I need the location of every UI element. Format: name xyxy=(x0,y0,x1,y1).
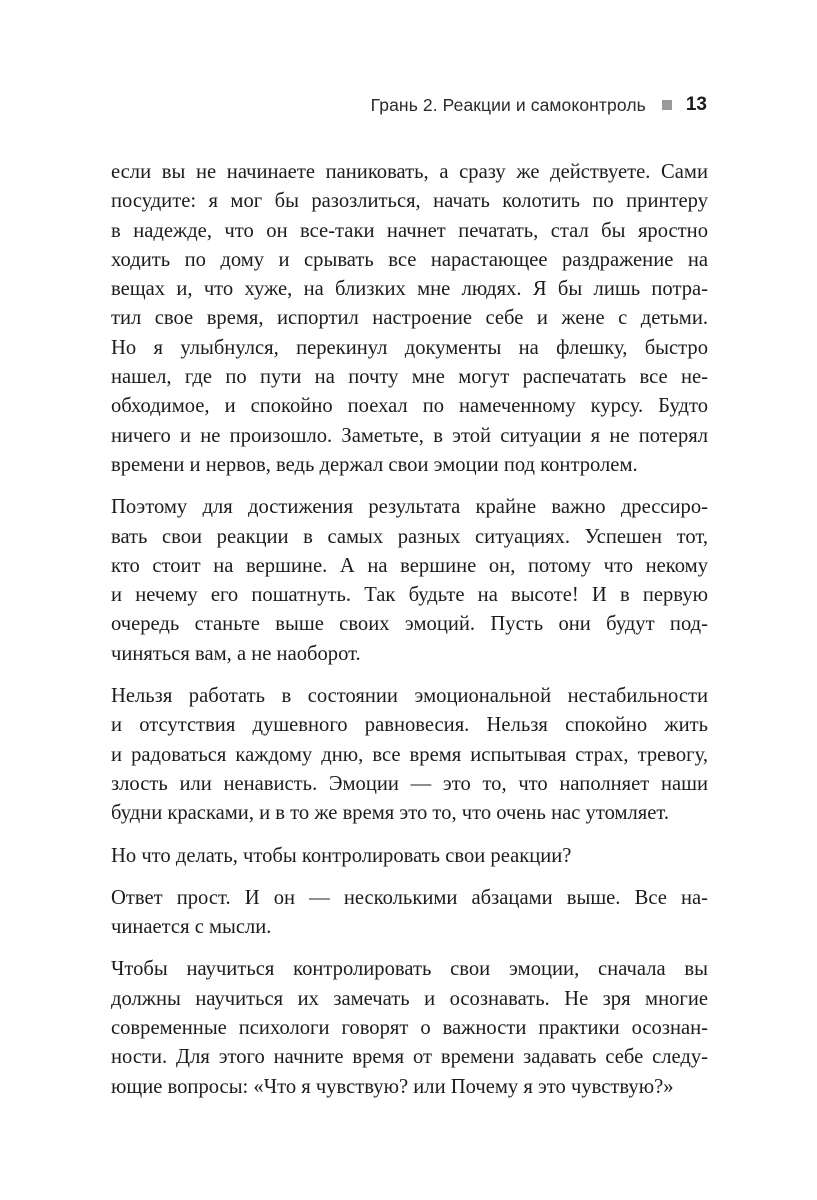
text-line: вещах и, что хуже, на близких мне людях. Я бы лишь потра- xyxy=(111,278,708,301)
text-line: чинается с мысли. xyxy=(111,916,272,939)
text-line: Ответ прост. И он — несколькими абзацами выше. Все на- xyxy=(111,886,708,909)
text-line: Но я улыбнулся, перекинул документы на флешку, быстро xyxy=(111,336,708,359)
square-marker-icon xyxy=(662,100,672,110)
chapter-title: Грань 2. Реакции и самоконтроль xyxy=(370,94,646,115)
text-line: чиняться вам, а не наоборот. xyxy=(111,642,361,665)
paragraph xyxy=(111,158,708,480)
text-line: ности. Для этого начните время от времени задавать себе следу- xyxy=(111,1046,708,1069)
paragraph xyxy=(111,493,708,669)
paragraph xyxy=(111,842,708,871)
text-line: вать свои реакции в самых разных ситуациях. Успешен тот, xyxy=(111,525,708,548)
text-line: ющие вопросы: «Что я чувствую? или Почему я это чувствую?» xyxy=(111,1075,674,1098)
page-number: 13 xyxy=(685,94,707,115)
text-line: очередь станьте выше своих эмоций. Пусть они будут под- xyxy=(111,613,708,636)
text-line: кто стоит на вершине. А на вершине он, потому что некому xyxy=(111,554,708,577)
text-line: Но что делать, чтобы контролировать свои реакции? xyxy=(111,844,572,867)
body-text xyxy=(111,158,708,1115)
text-line: Поэтому для достижения результата крайне важно дрессиро- xyxy=(111,496,708,519)
text-line: Нельзя работать в состоянии эмоциональной нестабильности xyxy=(111,685,708,708)
text-line: ходить по дому и срывать все нарастающее раздражение на xyxy=(111,248,708,271)
paragraph xyxy=(111,682,708,828)
paragraph xyxy=(111,955,708,1101)
text-line: и радоваться каждому дню, все время испытывая страх, тревогу, xyxy=(111,743,708,766)
text-line: посудите: я мог бы разозлиться, начать колотить по принтеру xyxy=(111,190,708,213)
text-line: Чтобы научиться контролировать свои эмоции, сначала вы xyxy=(111,958,708,981)
text-line: и отсутствия душевного равновесия. Нельзя спокойно жить xyxy=(111,714,708,737)
text-line: должны научиться их замечать и осознавать. Не зря многие xyxy=(111,987,708,1010)
text-line: времени и нервов, ведь держал свои эмоции под контролем. xyxy=(111,453,638,476)
paragraph xyxy=(111,884,708,943)
text-line: тил свое время, испортил настроение себе и жене с детьми. xyxy=(111,307,708,330)
running-header xyxy=(371,90,707,120)
text-line: и нечему его пошатнуть. Так будьте на высоте! И в первую xyxy=(111,584,708,607)
text-line: будни красками, и в то же время это то, что очень нас утомляет. xyxy=(111,802,669,825)
text-line: нашел, где по пути на почту мне могут распечатать все не- xyxy=(111,366,708,389)
text-line: ничего и не произошло. Заметьте, в этой ситуации я не потерял xyxy=(111,424,708,447)
text-line: злость или ненависть. Эмоции — это то, что наполняет наши xyxy=(111,772,708,795)
text-line: в надежде, что он все-таки начнет печатать, стал бы яростно xyxy=(111,219,708,242)
text-line: современные психологи говорят о важности практики осознан- xyxy=(111,1017,708,1040)
text-line: обходимое, и спокойно поехал по намеченному курсу. Будто xyxy=(111,395,708,418)
text-line: если вы не начинаете паниковать, а сразу же действуете. Сами xyxy=(111,161,708,183)
